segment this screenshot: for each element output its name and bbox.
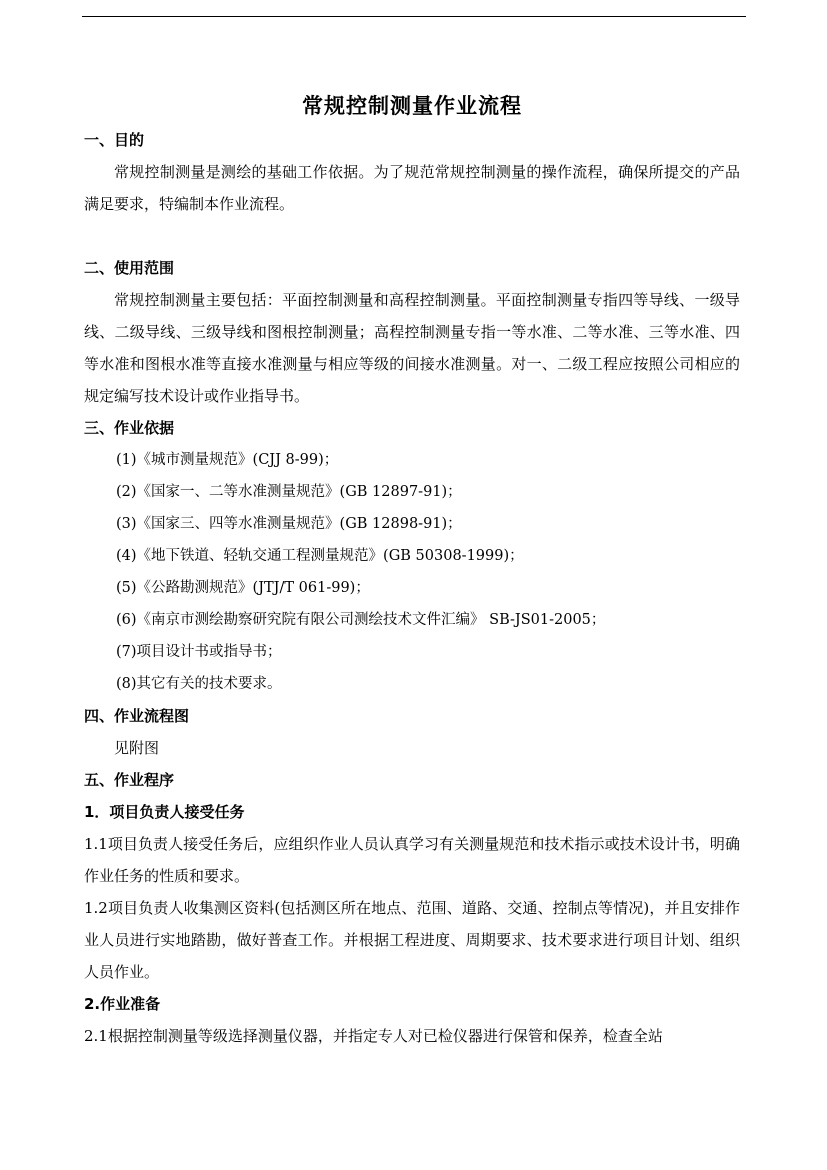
section-heading-basis: 三、作业依据	[84, 419, 175, 437]
purpose-paragraph: 常规控制测量是测绘的基础工作依据。为了规范常规控制测量的操作流程，确保所提交的产品满足要求，特编制本作业流程。	[84, 163, 740, 213]
basis-item: (2)《国家一、二等水准测量规范》(GB 12897-91)；	[116, 484, 462, 500]
scope-paragraph: 常规控制测量主要包括：平面控制测量和高程控制测量。平面控制测量专指四等导线、一级导线、二级导线、三级导线和图根控制测量；高程控制测量专指一等水准、二等水准、三等水准、四等水准和图根水准等直接水准测量与相应等级的间接水准测量。对一、二级工程应按照公司相应的规定编写技术设计或作业指导书。	[84, 291, 740, 405]
basis-item: (6)《南京市测绘勘察研究院有限公司测绘技术文件汇编》 SB-JS01-2005；	[116, 612, 606, 628]
basis-item: (3)《国家三、四等水准测量规范》(GB 12898-91)；	[116, 516, 462, 532]
step2-paragraph-1: 2.1根据控制测量等级选择测量仪器，并指定专人对已检仪器进行保管和保养，检查全站	[84, 1027, 663, 1045]
section-heading-flowchart: 四、作业流程图	[84, 707, 190, 725]
document-body	[84, 88, 740, 1052]
basis-item: (1)《城市测量规范》(CJJ 8-99)；	[116, 452, 339, 468]
flowchart-reference: 见附图	[114, 739, 160, 757]
basis-item: (7)项目设计书或指导书；	[116, 644, 282, 660]
basis-item: (5)《公路勘测规范》(JTJ/T 061-99)；	[116, 580, 370, 596]
step2-heading: 2.作业准备	[84, 995, 161, 1013]
basis-item: (4)《地下铁道、轻轨交通工程测量规范》(GB 50308-1999)；	[116, 548, 524, 564]
header-rule	[82, 16, 746, 17]
section-heading-purpose: 一、目的	[84, 131, 145, 149]
section-heading-scope: 二、使用范围	[84, 259, 175, 277]
spacer	[84, 220, 740, 252]
step1-paragraph-2: 1.2项目负责人收集测区资料(包括测区所在地点、范围、道路、交通、控制点等情况)，并且安排作业人员进行实地踏勘，做好普查工作。并根据工程进度、周期要求、技术要求进行项目计划、组织人员作业。	[84, 899, 740, 981]
step1-paragraph-1: 1.1项目负责人接受任务后，应组织作业人员认真学习有关测量规范和技术指示或技术设计书，明确作业任务的性质和要求。	[84, 835, 740, 885]
section-heading-procedure: 五、作业程序	[84, 771, 175, 789]
step1-heading: 1．项目负责人接受任务	[84, 803, 245, 821]
basis-item: (8)其它有关的技术要求。	[116, 676, 282, 692]
page-title: 常规控制测量作业流程	[302, 93, 522, 118]
